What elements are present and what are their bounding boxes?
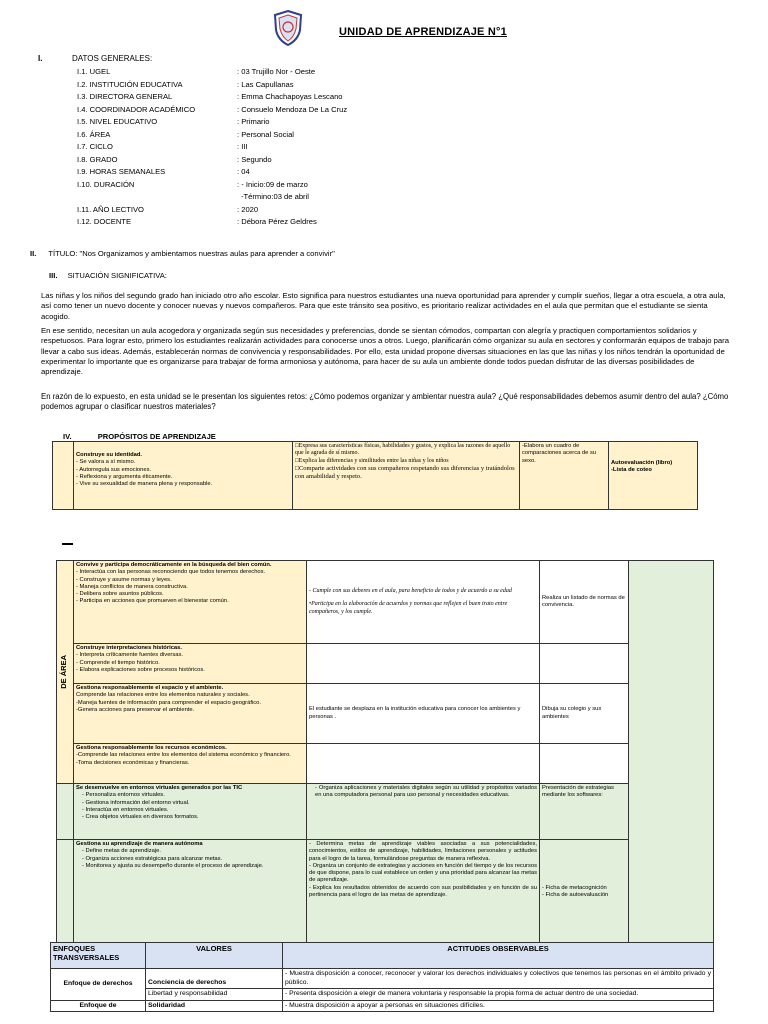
general-data-value: : Primario	[237, 117, 270, 126]
capacity-item: -Maneja fuentes de información para comprender el espacio geográfico.	[76, 699, 261, 706]
criterion-item: - Organiza un conjunto de estrategias y acciones en función del tiempo y de los recursos de que dispone, para lo cual establece un orden y una prioridad para alcanzar las metas de aprendizaje.	[309, 862, 537, 884]
capacity-item: -Genera acciones para preservar el ambiente.	[76, 706, 195, 713]
area-side-label: DE ÁREA	[59, 655, 68, 689]
capacity-item: - Interpreta críticamente fuentes diversas.	[76, 652, 304, 659]
general-data-key: I.4. COORDINADOR ACADÉMICO	[77, 104, 196, 114]
area-row	[57, 744, 714, 784]
competence-title: Gestiona responsablemente los recursos económicos.	[76, 745, 227, 751]
general-data-key: I.7. CICLO	[77, 142, 113, 151]
general-data-value: : 03 Trujillo Nor - Oeste	[237, 67, 316, 76]
area-row	[57, 684, 714, 744]
unit-title: TÍTULO: "Nos Organizamos y ambientamos nuestras aulas para aprender a convivir"	[48, 249, 335, 258]
general-data-row	[77, 80, 294, 90]
capacity-item: - Crea objetos virtuales en diversos formatos.	[82, 814, 304, 821]
capacity-item: - Personaliza entornos virtuales.	[82, 792, 304, 799]
capacity-item: - Gestiona información del entorno virtual.	[82, 800, 304, 807]
attitude-cell: Presenta disposición a elegir de manera voluntaria y responsable la propia forma de actuar dentro de una sociedad.	[289, 990, 639, 997]
capacity-item: Comprende las relaciones entre los elementos naturales y sociales.	[76, 692, 250, 699]
capacity-item: - Organiza acciones estratégicas para alcanzar metas.	[82, 856, 304, 863]
general-data-value: -Término:03 de abril	[241, 192, 309, 201]
instrument-item: Autoevaluación (libro)	[611, 460, 673, 466]
evidence-cell: Dibuja su colegio y sus ambientes	[540, 684, 629, 744]
transversal-approaches-table	[50, 942, 714, 1012]
criterion-item: •Participa en la elaboración de acuerdos y normas que reflejen el buen trato entre compañeros, y los cumple.	[309, 601, 508, 615]
general-data-row	[77, 167, 250, 177]
general-data-key: I.1. UGEL	[77, 67, 111, 76]
general-data-row	[77, 205, 258, 215]
value-cell: Solidaridad	[146, 1000, 283, 1012]
school-crest-logo	[273, 10, 303, 46]
competence-title: Construye interpretaciones históricas.	[76, 645, 182, 651]
competence-title: Se desenvuelve en entornos virtuales generados por las TIC	[76, 785, 243, 791]
capacity-item: - Elabora explicaciones sobre procesos históricos.	[76, 667, 304, 674]
general-data-key: I.8. GRADO	[77, 154, 118, 164]
header-row	[51, 943, 714, 969]
col-header-approaches: ENFOQUES TRANSVERSALES	[51, 943, 146, 969]
evidence-item: - Ficha de autoevaluación	[542, 892, 609, 898]
capacity-item: - Interactúa con las personas reconociendo que todos tenemos derechos.	[76, 569, 304, 576]
separator-dash	[62, 543, 73, 545]
general-data-row	[77, 192, 309, 202]
col-header-attitudes: ACTITUDES OBSERVABLES	[283, 943, 714, 969]
capacity-item: - Vive su sexualidad de manera plena y responsable.	[76, 481, 290, 488]
section-3-number: III.	[49, 271, 58, 280]
general-data-key: I.11. AÑO LECTIVO	[77, 204, 144, 214]
competence-title: Convive y participa democráticamente en la búsqueda del bien común.	[76, 562, 272, 568]
capacity-item: - Interactúa en entornos virtuales.	[82, 807, 304, 814]
capacity-item: - Monitorea y ajusta su desempeño durante el proceso de aprendizaje.	[82, 863, 304, 870]
attitude-cell: Muestra disposición a apoyar a personas en situaciones difíciles.	[289, 1001, 485, 1009]
capacity-item: - Participa en acciones que promueven el bienestar común.	[76, 598, 304, 605]
capacity-item: - Delibera sobre asuntos públicos.	[76, 591, 304, 598]
general-data-key: I.6. ÁREA	[77, 129, 111, 139]
section-4-title: PROPÓSITOS DE APRENDIZAJE	[97, 432, 216, 441]
general-data-value: : Consuelo Mendoza De La Cruz	[237, 104, 348, 114]
capacity-item: - Construye y asume normas y leyes.	[76, 577, 304, 584]
competence-identity: Construye su identidad.	[76, 452, 143, 458]
area-competences-table	[56, 560, 714, 945]
evidence-cell: Realiza un listado de normas de convivencia.	[540, 561, 629, 644]
autonomy-row	[57, 840, 714, 945]
general-data-value: : Personal Social	[237, 129, 294, 139]
evidence-item: - Ficha de metacognición	[542, 884, 607, 891]
section-2-number: II.	[30, 249, 37, 258]
general-data-value: : 04	[237, 167, 250, 176]
evidence-cell: -Elabora un cuadro de comparaciones acerca de su sexo.	[520, 442, 609, 510]
attitude-cell: Muestra disposición a conocer, reconocer y valorar los derechos individuales y colectivos que tenemos las personas en el ámbito privado y público.	[285, 970, 711, 986]
section-3-title: SITUACIÓN SIGNIFICATIVA:	[67, 271, 167, 280]
general-data-key: I.9. HORAS SEMANALES	[77, 167, 166, 176]
situation-paragraph-3: En razón de lo expuesto, en esta unidad se le presentan los siguientes retos: ¿Cómo podemos organizar y ambientar nuestra aula? ¿Qué responsabilidades debemos asumir dentro del aula? ¿Cómo podemos agrupar o clasificar nuestros materiales?	[41, 392, 729, 412]
general-data-key: I.3. DIRECTORA GENERAL	[77, 92, 173, 101]
capacity-item: - Autorregula sus emociones.	[76, 467, 290, 474]
section-2	[30, 249, 335, 258]
general-data-row	[77, 105, 347, 115]
page-title: UNIDAD DE APRENDIZAJE N°1	[339, 26, 507, 38]
general-data-row	[77, 117, 270, 127]
general-data-key: I.5. NIVEL EDUCATIVO	[77, 117, 158, 126]
area-row	[57, 561, 714, 644]
situation-paragraph-1: Las niñas y los niños del segundo grado han iniciado otro año escolar. Esto significa para nuestros estudiantes una nueva oportunidad para aprender y cumplir sueños, llegar a otra escuela, a otra aula, así como tener un nuevo docente y conocer nuevas y nuevos compañeros. Para que este tránsito sea positivo, es prioritario realizar actividades en el aula que permitan que el estudiante se sienta acogido.	[41, 291, 726, 321]
section-3-heading	[49, 271, 167, 280]
general-data-key: I.12. DOCENTE	[77, 217, 132, 226]
general-data-row	[77, 155, 272, 165]
table-row: Enfoque de Solidaridad - Muestra disposición a apoyar a personas en situaciones difíciles.	[51, 1000, 714, 1012]
general-data-value: : - Inicio:09 de marzo	[237, 179, 308, 189]
capacities-list	[76, 459, 290, 488]
table-row: Libertad y responsabilidad - Presenta disposición a elegir de manera voluntaria y responsable la propia forma de actuar dentro de una sociedad.	[51, 989, 714, 1001]
general-data-value: : 2020	[237, 204, 259, 214]
criterion-item: - Determina metas de aprendizaje viables asociadas a sus potencialidades, conocimientos, estilos de aprendizaje, habilidades, limitaciones personales y actitudes para el logro de la tarea, formulándose preguntas de manera reflexiva.	[309, 841, 537, 862]
general-data-value: : Segundo	[237, 154, 272, 164]
competence-title: Gestiona responsablemente el espacio y el ambiente.	[76, 685, 224, 691]
general-data-row	[77, 180, 308, 190]
criterion-item: □Expresa sus características físicas, habilidades y gustos, y explica las razones de aquello que le agrada de sí mismo.	[295, 443, 511, 457]
general-data-value: : Débora Pérez Geldres	[237, 217, 317, 226]
general-data-row	[77, 142, 248, 152]
criterion-item: El estudiante se desplaza en la institución educativa para conocer los ambientes y personas .	[307, 684, 540, 744]
purposes-row	[53, 442, 698, 510]
capacity-item: - Define metas de aprendizaje.	[82, 848, 304, 855]
capacity-item: - Maneja conflictos de manera constructiva.	[76, 584, 304, 591]
table-row: Enfoque de derechos Conciencia de derechos - Muestra disposición a conocer, reconocer y valorar los derechos individuales y colectivos que tenemos las personas en el ámbito privado y público.	[51, 969, 714, 989]
capacity-item: - Comprende el tiempo histórico.	[76, 660, 304, 667]
situation-paragraph-2: En ese sentido, necesitan un aula acogedora y organizada según sus necesidades y preferencias, donde se sientan cómodos, compartan con alegría y practiquen comportamientos solidarios y respetuosos. Para lograr esto, primero los estudiantes realizarán actividades para conocerse unos a otros. Luego, planificarán cómo organizar su aula en sectores y conformarán equipos de trabajo para llevar a cabo sus ideas. Además, establecerán normas de convivencia y responsabilidades. Por ello, esta unidad propone diversas situaciones en las que las niñas y los niños tendrán la oportunidad de experimentar lo importante que es organizarse para trabajar de forma armoniosa y autónoma, para hacer de su aula un ambiente donde todos puedan disfrutar de las diversas posibilidades de aprendizaje.	[41, 326, 729, 377]
general-data-value: : Emma Chachapoyas Lescano	[237, 92, 343, 101]
general-data-row	[77, 217, 317, 227]
section-1-number: I.	[38, 54, 43, 63]
capacity-item: -Comprende las relaciones entre los elementos del sistema económico y financiero.	[76, 752, 291, 759]
criterion-item: - Explica los resultados obtenidos de acuerdo con sus posibilidades y en función de su pertinencia para el logro de las metas de aprendizaje.	[309, 884, 538, 899]
general-data-row	[77, 67, 315, 77]
criterion-item: - Cumple con sus deberes en el aula, para beneficio de todos y de acuerdo a su edad	[309, 587, 512, 594]
area-row	[57, 644, 714, 684]
approach-cell: Enfoque de derechos	[51, 969, 146, 1001]
general-data-key: I.2. INSTITUCIÓN EDUCATIVA	[77, 79, 183, 89]
capacity-item: -Toma decisiones económicas y financieras.	[76, 759, 190, 766]
evidence-cell: Presentación de estrategias mediante los softwares:	[540, 784, 629, 840]
instrument-cell-empty	[629, 561, 714, 945]
capacity-item: - Reflexiona y argumenta éticamente.	[76, 474, 290, 481]
general-data-row	[77, 92, 343, 102]
section-4-number: IV.	[63, 432, 72, 441]
capacity-item: - Se valora a sí mismo.	[76, 459, 290, 466]
approach-cell: Enfoque de	[51, 1000, 146, 1012]
criterion-item: □Explica las diferencias y similitudes entre las niñas y los niños	[295, 457, 449, 464]
instrument-item: -Lista de coteo	[611, 467, 652, 474]
general-data-value: : Las Capullanas	[237, 79, 294, 89]
criterion-item: Organiza aplicaciones y materiales digitales según su utilidad y propósitos variados en una computadora personal para uso personal y necesidades educativas.	[315, 785, 537, 799]
section-1-title: DATOS GENERALES:	[72, 54, 153, 63]
general-data-key: I.10. DURACIÓN	[77, 179, 135, 189]
value-cell: Conciencia de derechos	[146, 969, 283, 989]
purposes-table	[52, 441, 698, 510]
col-header-values: VALORES	[146, 943, 283, 969]
value-cell: Libertad y responsabilidad	[146, 989, 283, 1001]
criterion-item: □Comparte actividades con sus compañeros respetando sus diferencias y tratándolos con amabilidad y respeto.	[295, 465, 515, 480]
tic-row: Se desenvuelve en entornos virtuales generados por las TIC - Personaliza entornos virtuales. - Gestiona información del entorno virtual. - Interactúa en entornos virtuales. - Crea objetos virtuales en diversos formatos. - Organiza aplicaciones y materiales digitales según su utilidad y propósitos variados en una computadora personal para uso personal y necesidades educativas. Presentación de estrategias mediante los softwares:	[57, 784, 714, 840]
general-data-value: : III	[237, 142, 248, 151]
general-data-row	[77, 130, 294, 140]
section-4-heading	[63, 432, 216, 441]
competence-title: Gestiona su aprendizaje de manera autónoma	[76, 841, 203, 847]
